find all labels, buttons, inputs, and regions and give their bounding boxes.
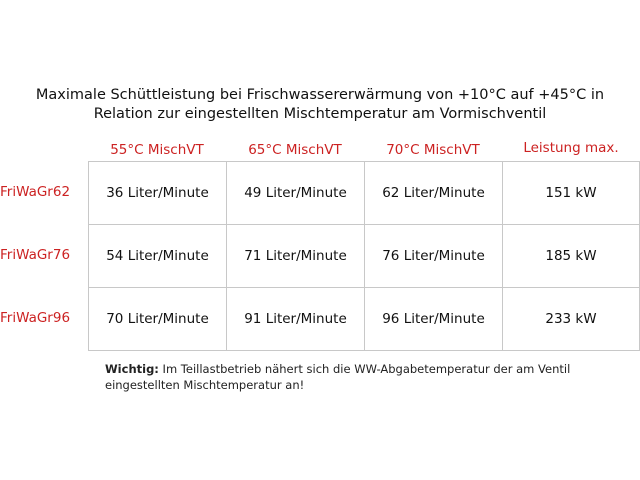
- column-header-70: 70°C MischVT: [386, 142, 480, 158]
- table-cell: 96 Liter/Minute: [365, 288, 503, 351]
- title-line-2: Relation zur eingestellten Mischtemperatur am Vormischventil: [93, 106, 547, 122]
- table-cell: 151 kW: [503, 162, 640, 225]
- table-cell: 62 Liter/Minute: [365, 162, 503, 225]
- page-title: [0, 86, 640, 124]
- title-line-1: Maximale Schüttleistung bei Frischwassererwärmung von +10°C auf +45°C in: [35, 87, 605, 103]
- table-cell: 76 Liter/Minute: [365, 225, 503, 288]
- table-row: [89, 225, 640, 288]
- table-cell: 233 kW: [503, 288, 640, 351]
- table-cell: 36 Liter/Minute: [89, 162, 227, 225]
- column-header-65: 65°C MischVT: [248, 142, 342, 158]
- table-cell: 70 Liter/Minute: [89, 288, 227, 351]
- performance-table: [88, 161, 640, 351]
- table-row: [89, 162, 640, 225]
- row-header-friwagr96: FriWaGr96: [0, 310, 71, 326]
- table-cell: 49 Liter/Minute: [227, 162, 365, 225]
- note: [105, 361, 625, 393]
- table-cell: 71 Liter/Minute: [227, 225, 365, 288]
- column-header-55: 55°C MischVT: [110, 142, 204, 158]
- table-row: [89, 288, 640, 351]
- table-cell: 91 Liter/Minute: [227, 288, 365, 351]
- row-header-friwagr62: FriWaGr62: [0, 184, 71, 200]
- note-label: Wichtig:: [105, 362, 159, 376]
- table-cell: 185 kW: [503, 225, 640, 288]
- table-cell: 54 Liter/Minute: [89, 225, 227, 288]
- row-header-friwagr76: FriWaGr76: [0, 247, 71, 263]
- column-header-leistung: Leistung max.: [523, 140, 619, 156]
- note-text: Im Teillastbetrieb nähert sich die WW-Abgabetemperatur der am Ventil eingestellten Mischtemperatur an!: [105, 362, 571, 392]
